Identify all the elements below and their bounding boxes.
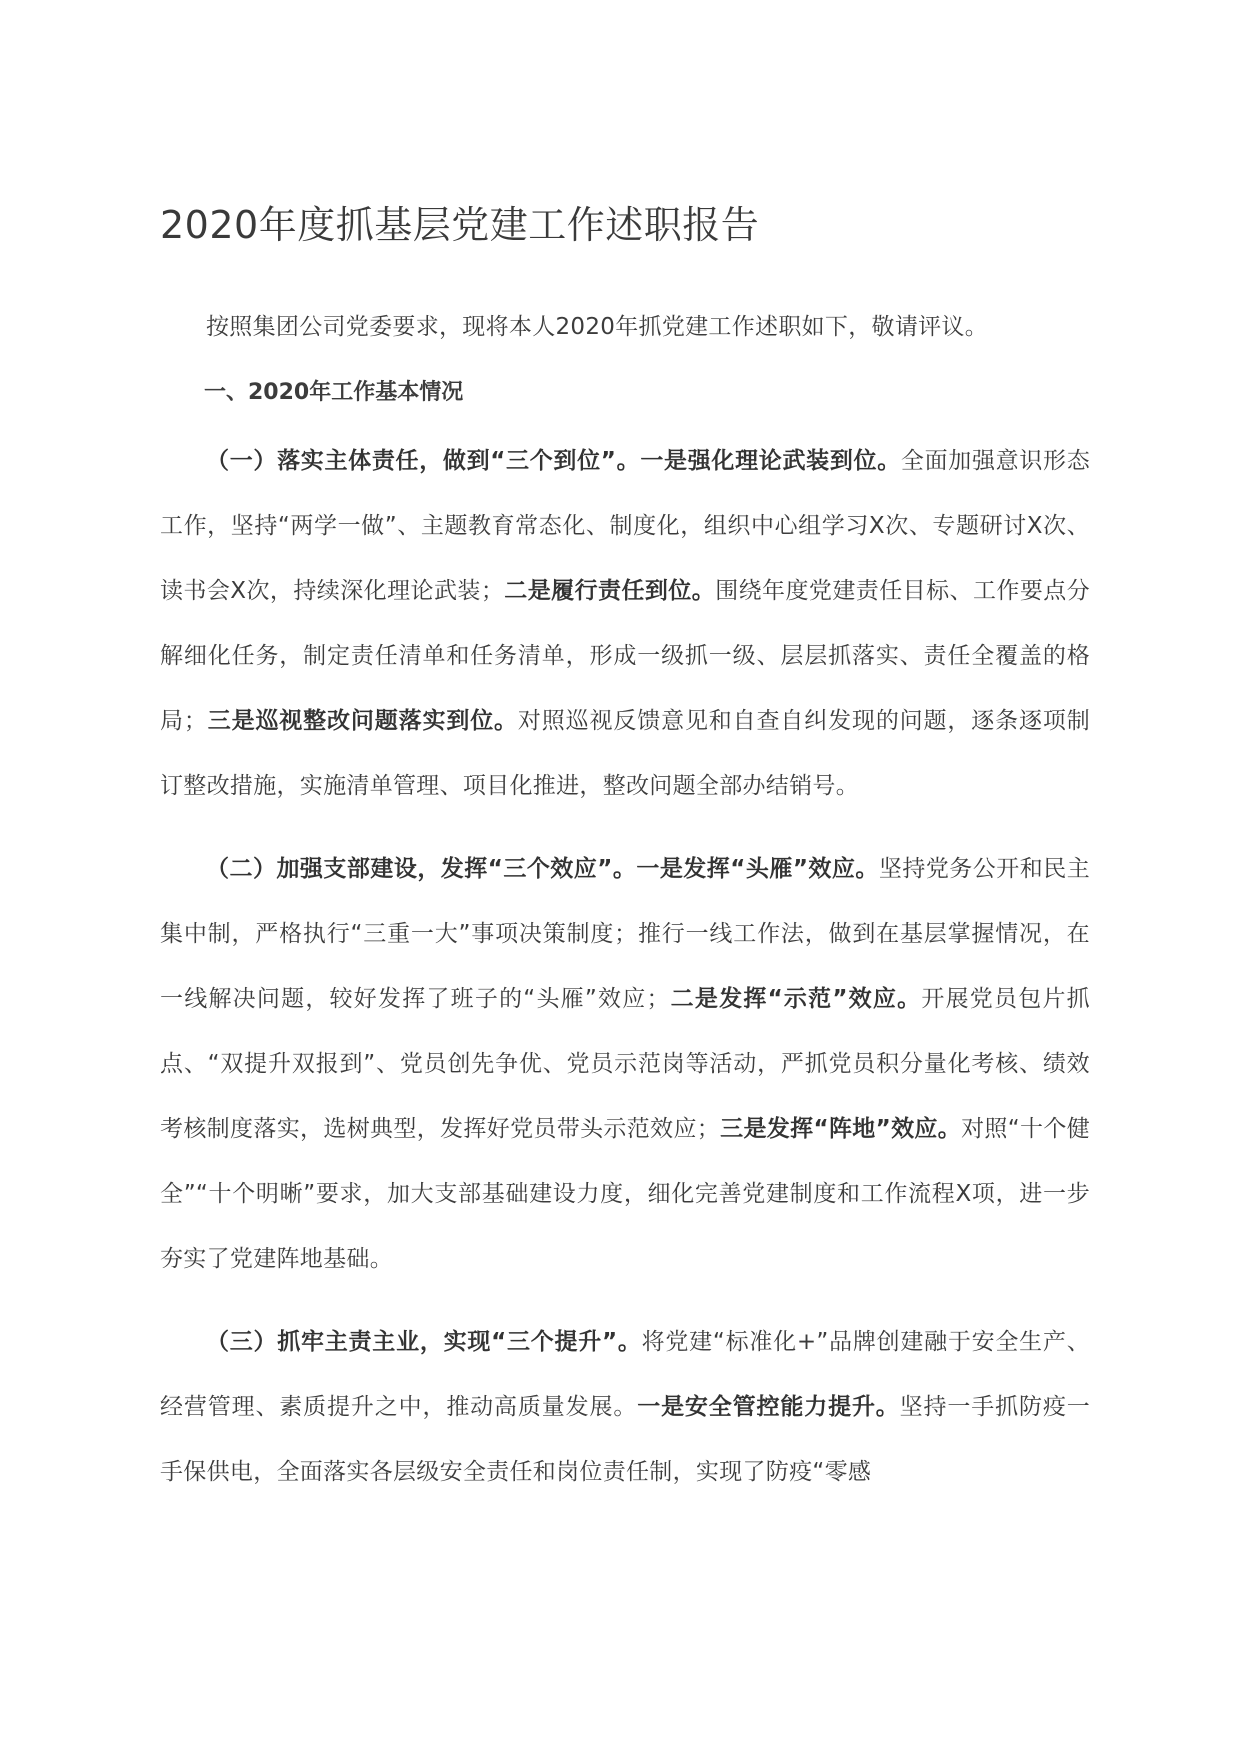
paragraph-heading: （一）落实主体责任，做到“三个到位”。 — [206, 448, 641, 474]
point-heading: 二是履行责任到位。 — [504, 578, 716, 604]
paragraph-heading: （三）抓牢主责主业，实现“三个提升”。 — [206, 1329, 642, 1355]
point-text: 坚持一手抓防疫一手保供电，全面落实各层级安全责任和岗位责任制，实现了防疫“零感 — [160, 1394, 1090, 1485]
point-heading: 一是安全管控能力提升。 — [637, 1394, 900, 1420]
paragraph-heading: （二）加强支部建设，发挥“三个效应”。 — [206, 856, 637, 882]
point-text: 对照“十个健全”“十个明晰”要求，加大支部基础建设力度，细化完善党建制度和工作流程X项，进一步夯实了党建阵地基础。 — [160, 1116, 1091, 1272]
section-paragraph-1 — [160, 429, 1090, 819]
point-text: 围绕年度党建责任目标、工作要点分解细化任务，制定责任清单和任务清单，形成一级抓一级、层层抓落实、责任全覆盖的格局； — [160, 578, 1090, 734]
point-text: 将党建“标准化+”品牌创建融于安全生产、经营管理、素质提升之中，推动高质量发展。 — [160, 1329, 1090, 1420]
point-heading: 三是巡视整改问题落实到位。 — [207, 708, 518, 734]
point-text: 坚持党务公开和民主集中制，严格执行“三重一大”事项决策制度；推行一线工作法，做到在基层掌握情况，在一线解决问题，较好发挥了班子的“头雁”效应； — [160, 856, 1090, 1012]
document-title: 2020年度抓基层党建工作述职报告 — [160, 203, 760, 247]
point-heading: 二是发挥“示范”效应。 — [669, 986, 922, 1012]
section-paragraph-3 — [160, 1310, 1090, 1505]
point-text: 全面加强意识形态工作，坚持“两学一做”、主题教育常态化、制度化，组织中心组学习X次、专题研讨X次、读书会X次，持续深化理论武装； — [160, 448, 1091, 604]
intro-paragraph: 按照集团公司党委要求，现将本人2020年抓党建工作述职如下，敬请评议。 — [206, 314, 989, 340]
point-heading: 三是发挥“阵地”效应。 — [720, 1116, 962, 1142]
section-heading: 一、2020年工作基本情况 — [204, 380, 464, 405]
point-heading: 一是发挥“头雁”效应。 — [636, 856, 879, 882]
document-page — [160, 195, 1090, 1505]
section-paragraph-2 — [160, 837, 1090, 1292]
point-text: 对照巡视反馈意见和自查自纠发现的问题，逐条逐项制订整改措施，实施清单管理、项目化推进，整改问题全部办结销号。 — [160, 708, 1091, 799]
point-text: 开展党员包片抓点、“双提升双报到”、党员创先争优、党员示范岗等活动，严抓党员积分量化考核、绩效考核制度落实，选树典型，发挥好党员带头示范效应； — [160, 986, 1090, 1142]
point-heading: 一是强化理论武装到位。 — [640, 448, 901, 474]
